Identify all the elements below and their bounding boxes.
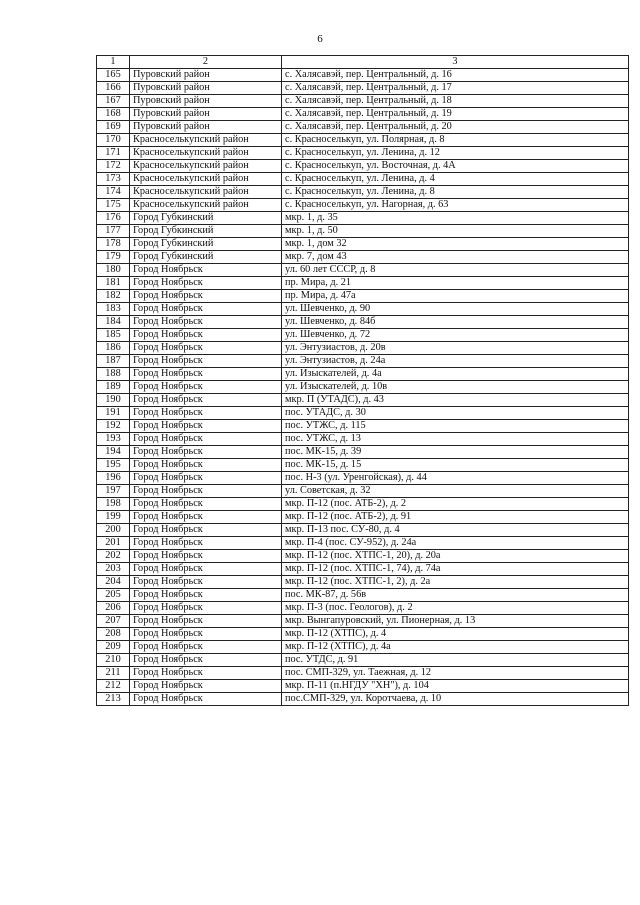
table-row: [97, 459, 629, 472]
row-number-cell: 167: [97, 95, 130, 108]
row-number-cell: 190: [97, 394, 130, 407]
municipality-cell: Город Ноябрьск: [130, 264, 282, 277]
table-row: [97, 173, 629, 186]
row-number-cell: 170: [97, 134, 130, 147]
row-number-cell: 171: [97, 147, 130, 160]
municipality-cell: Город Ноябрьск: [130, 303, 282, 316]
municipality-cell: Пуровский район: [130, 121, 282, 134]
municipality-cell: Город Ноябрьск: [130, 641, 282, 654]
row-number-cell: 202: [97, 550, 130, 563]
address-cell: пос. УТЖС, д. 115: [282, 420, 629, 433]
row-number-cell: 173: [97, 173, 130, 186]
municipality-cell: Город Ноябрьск: [130, 381, 282, 394]
row-number-cell: 165: [97, 69, 130, 82]
table-row: [97, 576, 629, 589]
municipality-cell: Город Ноябрьск: [130, 498, 282, 511]
municipality-cell: Город Ноябрьск: [130, 485, 282, 498]
table-row: [97, 433, 629, 446]
municipality-cell: Город Губкинский: [130, 212, 282, 225]
address-cell: с. Халясавэй, пер. Центральный, д. 20: [282, 121, 629, 134]
address-cell: с. Красноселькуп, ул. Ленина, д. 4: [282, 173, 629, 186]
table-row: [97, 199, 629, 212]
address-cell: пос. УТДС, д. 91: [282, 654, 629, 667]
table-row: [97, 368, 629, 381]
municipality-cell: Город Ноябрьск: [130, 667, 282, 680]
table-row: [97, 693, 629, 706]
municipality-cell: Город Ноябрьск: [130, 329, 282, 342]
municipality-cell: Город Губкинский: [130, 238, 282, 251]
municipality-cell: Красноселькупский район: [130, 134, 282, 147]
row-number-cell: 201: [97, 537, 130, 550]
address-cell: мкр. П-12 (ХТПС), д. 4а: [282, 641, 629, 654]
row-number-cell: 166: [97, 82, 130, 95]
row-number-cell: 177: [97, 225, 130, 238]
row-number-cell: 169: [97, 121, 130, 134]
municipality-cell: Город Ноябрьск: [130, 550, 282, 563]
table-row: [97, 628, 629, 641]
address-cell: с. Халясавэй, пер. Центральный, д. 18: [282, 95, 629, 108]
municipality-cell: Красноселькупский район: [130, 199, 282, 212]
address-cell: с. Красноселькуп, ул. Нагорная, д. 63: [282, 199, 629, 212]
table-row: [97, 446, 629, 459]
table-row: [97, 355, 629, 368]
table-row: [97, 524, 629, 537]
address-cell: с. Красноселькуп, ул. Ленина, д. 8: [282, 186, 629, 199]
header-column-number: 1: [97, 56, 130, 69]
address-cell: ул. Энтузиастов, д. 20в: [282, 342, 629, 355]
row-number-cell: 208: [97, 628, 130, 641]
header-column-municipality: 2: [130, 56, 282, 69]
table-row: [97, 381, 629, 394]
municipality-cell: Город Ноябрьск: [130, 524, 282, 537]
row-number-cell: 194: [97, 446, 130, 459]
row-number-cell: 178: [97, 238, 130, 251]
row-number-cell: 188: [97, 368, 130, 381]
row-number-cell: 210: [97, 654, 130, 667]
address-cell: мкр. Вынгапуровский, ул. Пионерная, д. 13: [282, 615, 629, 628]
municipality-cell: Город Ноябрьск: [130, 576, 282, 589]
municipality-cell: Город Ноябрьск: [130, 511, 282, 524]
municipality-cell: Город Ноябрьск: [130, 407, 282, 420]
table-row: [97, 329, 629, 342]
address-cell: мкр. П-12 (пос. ХТПС-1, 2), д. 2а: [282, 576, 629, 589]
municipality-cell: Красноселькупский район: [130, 147, 282, 160]
table-row: [97, 95, 629, 108]
municipality-cell: Пуровский район: [130, 82, 282, 95]
table-row: [97, 394, 629, 407]
municipality-cell: Пуровский район: [130, 69, 282, 82]
table-row: [97, 641, 629, 654]
row-number-cell: 189: [97, 381, 130, 394]
table-row: [97, 160, 629, 173]
address-cell: ул. Шевченко, д. 72: [282, 329, 629, 342]
table-row: [97, 303, 629, 316]
row-number-cell: 200: [97, 524, 130, 537]
row-number-cell: 180: [97, 264, 130, 277]
municipality-cell: Город Ноябрьск: [130, 342, 282, 355]
municipality-cell: Город Ноябрьск: [130, 472, 282, 485]
row-number-cell: 172: [97, 160, 130, 173]
address-cell: пос. МК-15, д. 15: [282, 459, 629, 472]
row-number-cell: 185: [97, 329, 130, 342]
address-cell: мкр. П-12 (пос. ХТПС-1, 74), д. 74а: [282, 563, 629, 576]
address-cell: мкр. П-12 (ХТПС), д. 4: [282, 628, 629, 641]
row-number-cell: 196: [97, 472, 130, 485]
address-cell: мкр. П-11 (п.НГДУ "ХН"), д. 104: [282, 680, 629, 693]
municipality-cell: Город Губкинский: [130, 225, 282, 238]
municipality-cell: Город Ноябрьск: [130, 446, 282, 459]
row-number-cell: 204: [97, 576, 130, 589]
address-cell: мкр. П-12 (пос. АТБ-2), д. 91: [282, 511, 629, 524]
municipality-cell: Город Ноябрьск: [130, 368, 282, 381]
row-number-cell: 197: [97, 485, 130, 498]
table-row: [97, 290, 629, 303]
row-number-cell: 205: [97, 589, 130, 602]
row-number-cell: 203: [97, 563, 130, 576]
table-row: [97, 277, 629, 290]
municipality-cell: Город Ноябрьск: [130, 290, 282, 303]
table-row: [97, 550, 629, 563]
address-cell: пос. МК-15, д. 39: [282, 446, 629, 459]
row-number-cell: 207: [97, 615, 130, 628]
address-cell: ул. Изыскателей, д. 10в: [282, 381, 629, 394]
address-cell: мкр. 7, дом 43: [282, 251, 629, 264]
row-number-cell: 198: [97, 498, 130, 511]
row-number-cell: 187: [97, 355, 130, 368]
table-row: [97, 563, 629, 576]
row-number-cell: 213: [97, 693, 130, 706]
table-row: [97, 316, 629, 329]
table-row: [97, 472, 629, 485]
address-cell: с. Халясавэй, пер. Центральный, д. 17: [282, 82, 629, 95]
address-cell: мкр. П-12 (пос. ХТПС-1, 20), д. 20а: [282, 550, 629, 563]
municipality-cell: Город Ноябрьск: [130, 589, 282, 602]
address-cell: ул. Изыскателей, д. 4а: [282, 368, 629, 381]
table-row: [97, 186, 629, 199]
row-number-cell: 186: [97, 342, 130, 355]
table-row: [97, 420, 629, 433]
address-cell: ул. Советская, д. 32: [282, 485, 629, 498]
address-cell: мкр. П-12 (пос. АТБ-2), д. 2: [282, 498, 629, 511]
table-row: [97, 654, 629, 667]
table-row: [97, 69, 629, 82]
table-row: [97, 225, 629, 238]
municipality-cell: Город Ноябрьск: [130, 654, 282, 667]
row-number-cell: 176: [97, 212, 130, 225]
row-number-cell: 195: [97, 459, 130, 472]
table-row: [97, 589, 629, 602]
municipality-cell: Город Губкинский: [130, 251, 282, 264]
table-row: [97, 511, 629, 524]
table-row: [97, 667, 629, 680]
address-cell: пос. УТЖС, д. 13: [282, 433, 629, 446]
address-cell: ул. Шевченко, д. 90: [282, 303, 629, 316]
table-row: [97, 498, 629, 511]
row-number-cell: 183: [97, 303, 130, 316]
municipality-cell: Город Ноябрьск: [130, 433, 282, 446]
municipality-cell: Пуровский район: [130, 108, 282, 121]
municipality-cell: Город Ноябрьск: [130, 615, 282, 628]
municipality-cell: Город Ноябрьск: [130, 563, 282, 576]
address-cell: пос. Н-3 (ул. Уренгойская), д. 44: [282, 472, 629, 485]
row-number-cell: 211: [97, 667, 130, 680]
municipality-cell: Город Ноябрьск: [130, 420, 282, 433]
address-cell: мкр. П-13 пос. СУ-80, д. 4: [282, 524, 629, 537]
row-number-cell: 212: [97, 680, 130, 693]
municipality-cell: Город Ноябрьск: [130, 277, 282, 290]
row-number-cell: 182: [97, 290, 130, 303]
address-cell: пр. Мира, д. 47а: [282, 290, 629, 303]
address-cell: с. Халясавэй, пер. Центральный, д. 16: [282, 69, 629, 82]
address-cell: мкр. П (УТАДС), д. 43: [282, 394, 629, 407]
address-cell: ул. Шевченко, д. 84б: [282, 316, 629, 329]
table-row: [97, 264, 629, 277]
address-cell: с. Красноселькуп, ул. Полярная, д. 8: [282, 134, 629, 147]
header-column-address: 3: [282, 56, 629, 69]
address-cell: ул. Энтузиастов, д. 24а: [282, 355, 629, 368]
row-number-cell: 199: [97, 511, 130, 524]
municipality-cell: Город Ноябрьск: [130, 628, 282, 641]
page-number: 6: [317, 33, 323, 45]
table-row: [97, 238, 629, 251]
table-row: [97, 680, 629, 693]
municipality-cell: Город Ноябрьск: [130, 316, 282, 329]
municipality-cell: Город Ноябрьск: [130, 459, 282, 472]
municipality-cell: Город Ноябрьск: [130, 394, 282, 407]
row-number-cell: 181: [97, 277, 130, 290]
row-number-cell: 184: [97, 316, 130, 329]
municipality-cell: Город Ноябрьск: [130, 537, 282, 550]
table-row: [97, 602, 629, 615]
table-row: [97, 212, 629, 225]
table-row: [97, 147, 629, 160]
row-number-cell: 174: [97, 186, 130, 199]
address-cell: с. Красноселькуп, ул. Ленина, д. 12: [282, 147, 629, 160]
row-number-cell: 192: [97, 420, 130, 433]
row-number-cell: 206: [97, 602, 130, 615]
municipality-cell: Город Ноябрьск: [130, 693, 282, 706]
address-cell: пос. МК-87, д. 56в: [282, 589, 629, 602]
table-row: [97, 251, 629, 264]
row-number-cell: 209: [97, 641, 130, 654]
address-cell: с. Красноселькуп, ул. Восточная, д. 4А: [282, 160, 629, 173]
table-header: [97, 56, 629, 69]
address-cell: мкр. 1, дом 32: [282, 238, 629, 251]
table-row: [97, 485, 629, 498]
address-cell: ул. 60 лет СССР, д. 8: [282, 264, 629, 277]
row-number-cell: 179: [97, 251, 130, 264]
municipality-cell: Красноселькупский район: [130, 160, 282, 173]
municipality-cell: Город Ноябрьск: [130, 602, 282, 615]
address-cell: пос.СМП-329, ул. Коротчаева, д. 10: [282, 693, 629, 706]
row-number-cell: 175: [97, 199, 130, 212]
table-row: [97, 615, 629, 628]
table-row: [97, 82, 629, 95]
address-cell: мкр. П-3 (пос. Геологов), д. 2: [282, 602, 629, 615]
address-cell: мкр. 1, д. 35: [282, 212, 629, 225]
address-cell: пос. СМП-329, ул. Таежная, д. 12: [282, 667, 629, 680]
row-number-cell: 191: [97, 407, 130, 420]
municipality-cell: Красноселькупский район: [130, 173, 282, 186]
table-header-row: [97, 56, 629, 69]
municipality-cell: Город Ноябрьск: [130, 680, 282, 693]
address-cell: пос. УТАДС, д. 30: [282, 407, 629, 420]
table-row: [97, 121, 629, 134]
table-row: [97, 342, 629, 355]
address-cell: мкр. П-4 (пос. СУ-952), д. 24а: [282, 537, 629, 550]
table-row: [97, 108, 629, 121]
row-number-cell: 193: [97, 433, 130, 446]
municipality-cell: Красноселькупский район: [130, 186, 282, 199]
table-row: [97, 134, 629, 147]
municipality-cell: Город Ноябрьск: [130, 355, 282, 368]
row-number-cell: 168: [97, 108, 130, 121]
table-row: [97, 407, 629, 420]
table-body: [97, 69, 629, 706]
address-cell: мкр. 1, д. 50: [282, 225, 629, 238]
table-row: [97, 537, 629, 550]
address-cell: пр. Мира, д. 21: [282, 277, 629, 290]
address-cell: с. Халясавэй, пер. Центральный, д. 19: [282, 108, 629, 121]
address-table: [96, 55, 629, 706]
municipality-cell: Пуровский район: [130, 95, 282, 108]
